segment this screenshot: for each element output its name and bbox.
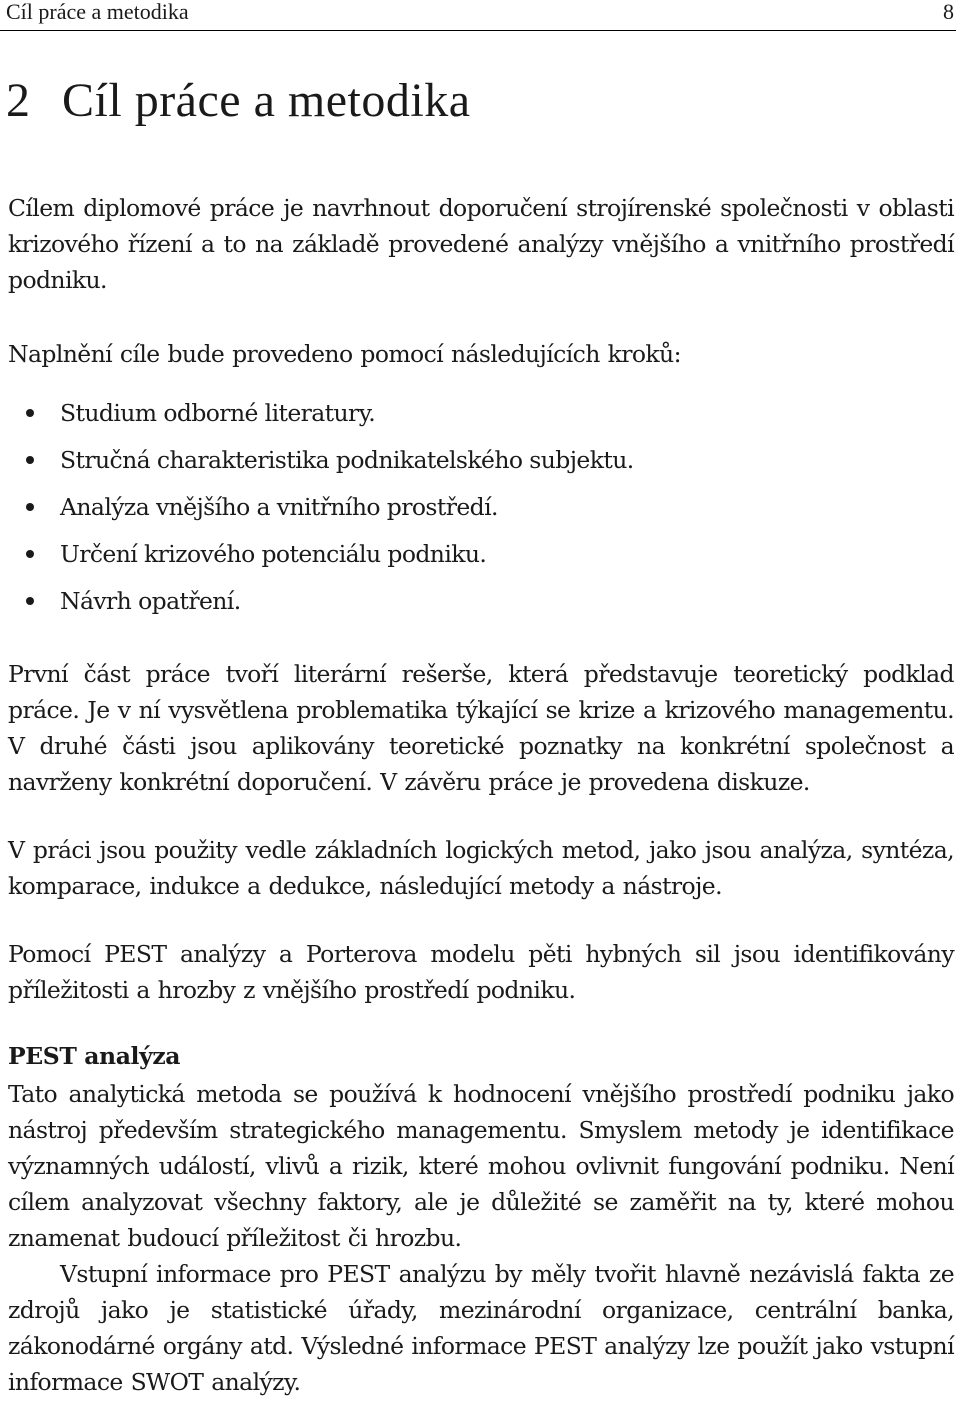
chapter-number: 2 <box>6 74 31 127</box>
running-header <box>0 0 956 31</box>
paragraph-pest-input: Vstupní informace pro PEST analýzu by měly tvořit hlavně nezávislá fakta ze zdrojů jako je statistické úřady, mezinárodní organizace, centrální banka, zákonodárné orgány atd. Výsledné informace PEST analýzy lze použít jako vstupní informace SWOT analýzy. <box>8 1260 954 1396</box>
running-header-title: Cíl práce a metodika <box>6 0 189 24</box>
page-number: 8 <box>943 0 954 24</box>
paragraph-pest-porter: Pomocí PEST analýzy a Porterova modelu pěti hybných sil jsou identifikovány příležitosti a hrozby z vnějšího prostředí podniku. <box>8 940 954 1004</box>
bullet-icon <box>26 550 34 558</box>
list-item <box>24 578 634 625</box>
bullet-icon <box>26 597 34 605</box>
list-item-text: Určení krizového potenciálu podniku. <box>60 540 487 568</box>
bullet-icon <box>26 456 34 464</box>
paragraph-steps-intro: Naplnění cíle bude provedeno pomocí následujících kroků: <box>8 340 681 368</box>
list-item <box>24 437 634 484</box>
chapter-title <box>6 74 471 128</box>
paragraph-aim: Cílem diplomové práce je navrhnout doporučení strojírenské společnosti v oblasti krizového řízení a to na základě provedené analýzy vnějšího a vnitřního prostředí podniku. <box>8 194 954 294</box>
paragraph-pest-definition: Tato analytická metoda se používá k hodnocení vnějšího prostředí podniku jako nástroj především strategického managementu. Smyslem metody je identifikace významných událostí, vlivů a rizik, které mohou ovlivnit fungování podniku. Není cílem analyzovat všechny faktory, ale je důležité se zaměřit na ty, které mohou znamenat budoucí příležitost či hrozbu. <box>8 1080 954 1252</box>
bullet-icon <box>26 409 34 417</box>
list-item <box>24 484 634 531</box>
list-item-text: Studium odborné literatury. <box>60 399 376 427</box>
list-item-text: Analýza vnějšího a vnitřního prostředí. <box>60 493 498 521</box>
list-item <box>24 390 634 437</box>
steps-list <box>24 390 634 625</box>
list-item-text: Návrh opatření. <box>60 587 241 615</box>
list-item <box>24 531 634 578</box>
list-item-text: Stručná charakteristika podnikatelského subjektu. <box>60 446 634 474</box>
chapter-title-text: Cíl práce a metodika <box>62 74 471 127</box>
paragraph-methods: V práci jsou použity vedle základních logických metod, jako jsou analýza, syntéza, komparace, indukce a dedukce, následující metody a nástroje. <box>8 836 954 900</box>
subheading-pest: PEST analýza <box>8 1042 181 1070</box>
paragraph-structure: První část práce tvoří literární rešerše, která představuje teoretický podklad práce. Je v ní vysvětlena problematika týkající se krize a krizového managementu. V druhé části jsou aplikovány teoretické poznatky na konkrétní společnost a navrženy konkrétní doporučení. V závěru práce je provedena diskuze. <box>8 660 954 796</box>
bullet-icon <box>26 503 34 511</box>
